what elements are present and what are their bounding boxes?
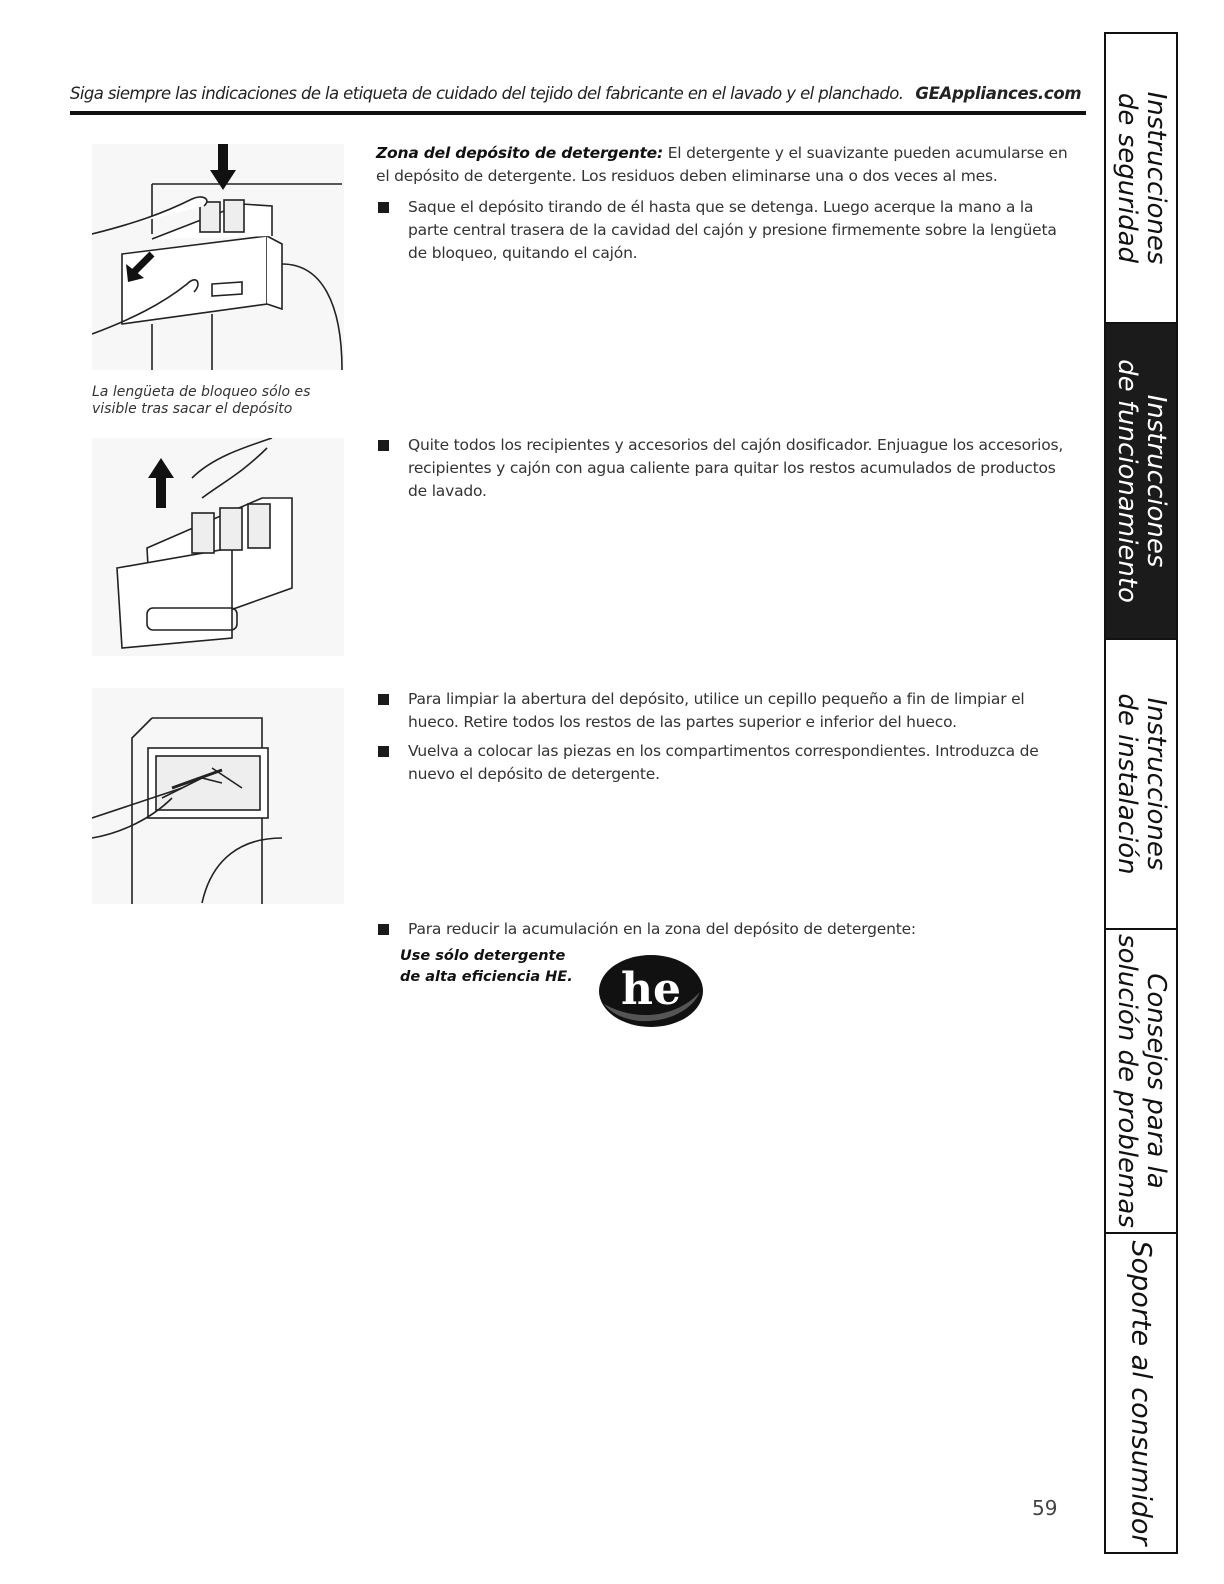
- he-logo-icon: [596, 952, 706, 1034]
- tab-operating-instructions[interactable]: [1106, 324, 1176, 640]
- header-instruction: Siga siempre las indicaciones de la etiqueta de cuidado del tejido del fabricante en el lavado y el planchado.: [70, 84, 904, 103]
- bullet-item: [376, 918, 1076, 941]
- bullet-text: Para reducir la acumulación en la zona del depósito de detergente:: [408, 920, 916, 938]
- he-logo-text: he: [621, 964, 681, 1015]
- tab-label-line1: Instrucciones: [1141, 697, 1171, 871]
- section-intro-text: El detergente y el suavizante pueden acumularse en el depósito de detergente. Los residuos deben eliminarse una o dos veces al mes.: [376, 144, 1068, 185]
- tab-troubleshooting[interactable]: [1106, 930, 1176, 1234]
- side-nav: [1104, 32, 1178, 1554]
- tab-label-line2: solución de problemas: [1112, 934, 1142, 1228]
- bullet-item: [376, 740, 1076, 786]
- bullet-item: [376, 688, 1076, 734]
- tab-label-line2: de funcionamiento: [1112, 359, 1142, 603]
- section-intro: [376, 142, 1076, 188]
- bullet-icon: [378, 746, 389, 757]
- tab-safety-instructions[interactable]: [1106, 34, 1176, 324]
- section-detergent-area: [376, 142, 1076, 265]
- tab-label-line1: Instrucciones: [1141, 91, 1171, 265]
- tab-label-line1: Soporte al consumidor: [1125, 1240, 1157, 1546]
- header-website[interactable]: GEAppliances.com: [915, 84, 1082, 103]
- tab-label-line1: Consejos para la: [1141, 973, 1171, 1189]
- section-reduce-buildup: [376, 910, 1076, 941]
- figure-caption: La lengüeta de bloqueo sólo es visible tras sacar el depósito: [92, 384, 311, 417]
- bullet-item: [376, 196, 1076, 265]
- he-detergent-note: Use sólo detergente de alta eficiencia HE.: [400, 948, 573, 985]
- tab-installation-instructions[interactable]: [1106, 640, 1176, 930]
- bullet-icon: [378, 924, 389, 935]
- bullet-item: [376, 434, 1076, 503]
- figure-cleaning-opening: [92, 688, 344, 904]
- bullet-text: Vuelva a colocar las piezas en los compartimentos correspondientes. Introduzca de nuevo el depósito de detergente.: [408, 742, 1039, 783]
- page-number: 59: [1032, 1496, 1058, 1520]
- tab-label-line2: de seguridad: [1112, 92, 1142, 264]
- tab-label-line1: Instrucciones: [1141, 394, 1171, 568]
- section-title: Zona del depósito de detergente:: [376, 144, 663, 162]
- figure-drawer-out: [92, 438, 344, 656]
- tab-consumer-support[interactable]: [1106, 1234, 1176, 1552]
- bullet-text: Quite todos los recipientes y accesorios del cajón dosificador. Enjuague los accesorios, recipientes y cajón con agua caliente para quitar los restos acumulados de productos de lavado.: [408, 436, 1064, 500]
- bullet-icon: [378, 202, 389, 213]
- page-header: [70, 84, 1084, 103]
- section-rinse: [376, 426, 1076, 503]
- bullet-text: Para limpiar la abertura del depósito, utilice un cepillo pequeño a fin de limpiar el hueco. Retire todos los restos de las partes superior e inferior del hueco.: [408, 690, 1025, 731]
- figure-remove-drawer: [92, 144, 344, 370]
- section-clean-opening: [376, 680, 1076, 786]
- header-rule: [70, 111, 1086, 115]
- tab-label-line2: de instalación: [1112, 693, 1142, 875]
- bullet-icon: [378, 440, 389, 451]
- bullet-text: Saque el depósito tirando de él hasta que se detenga. Luego acerque la mano a la parte central trasera de la cavidad del cajón y presione firmemente sobre la lengüeta de bloqueo, quitando el cajón.: [408, 198, 1057, 262]
- bullet-icon: [378, 694, 389, 705]
